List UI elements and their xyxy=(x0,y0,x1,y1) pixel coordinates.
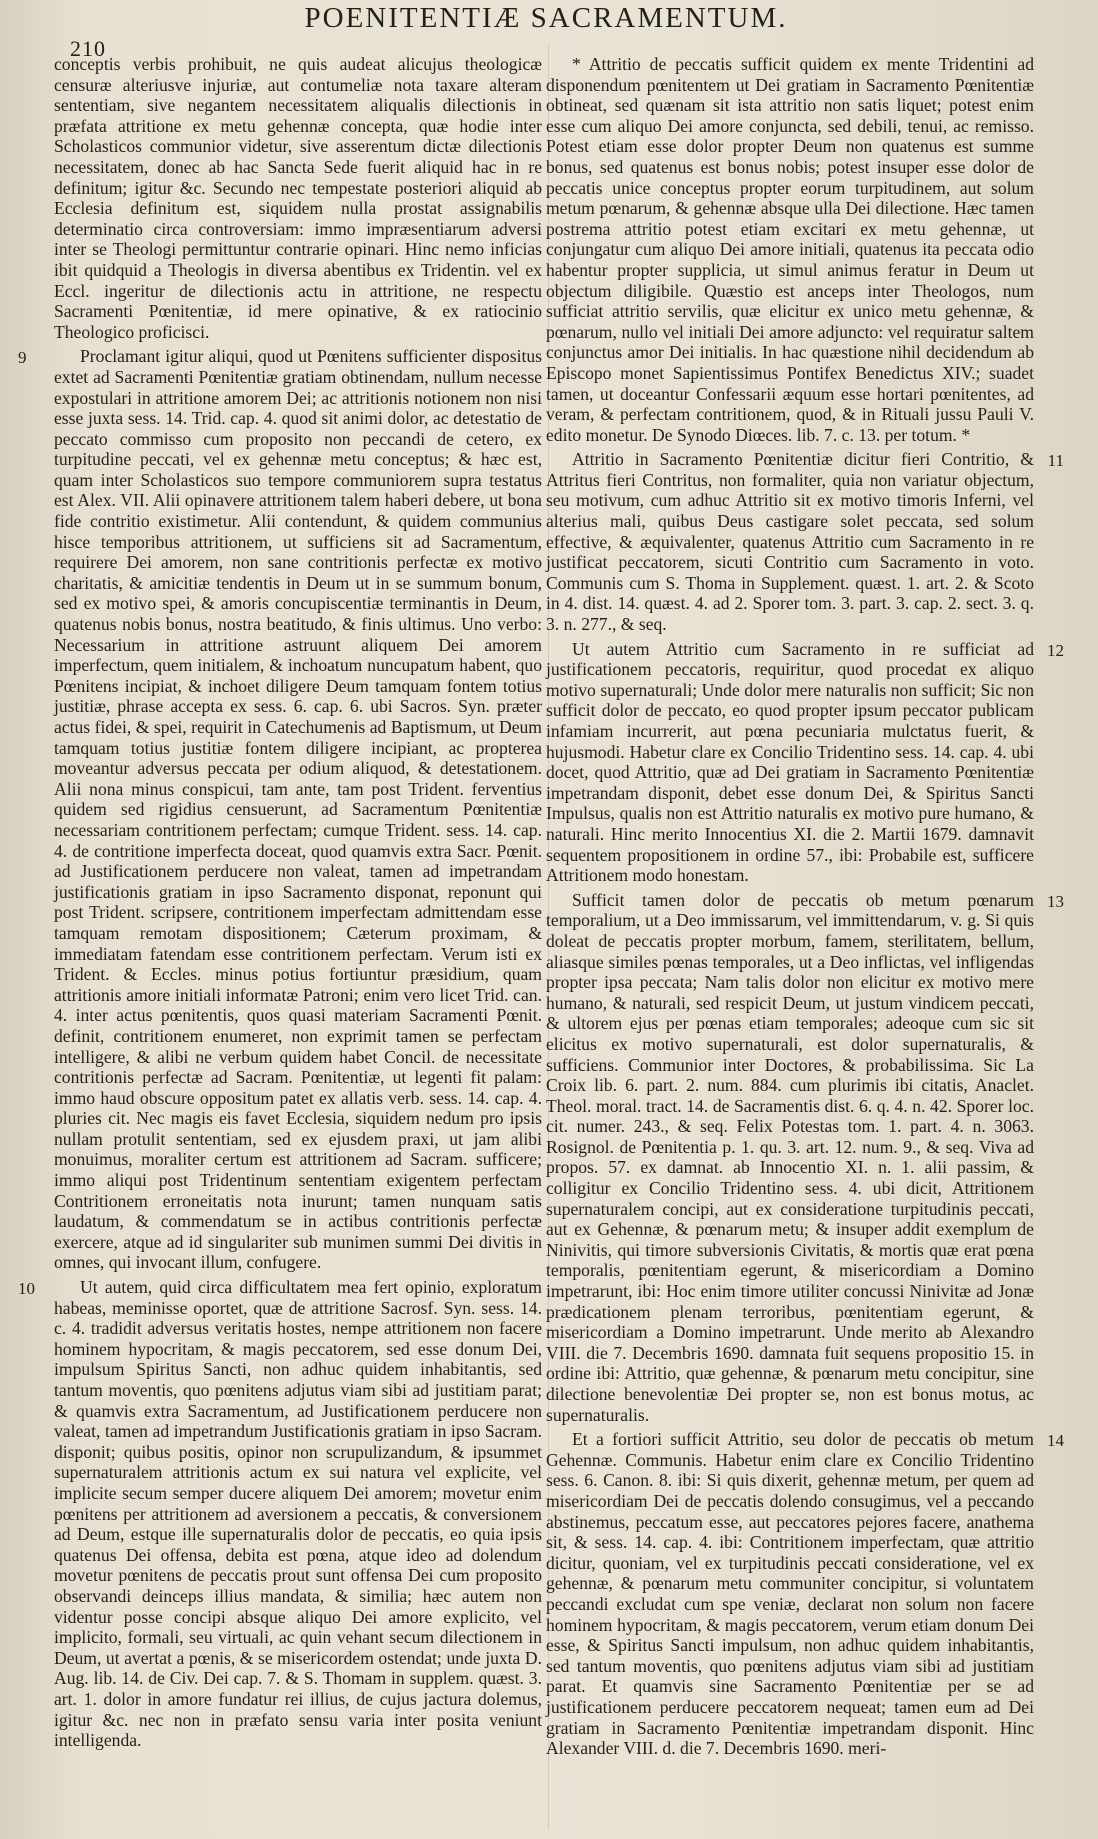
paragraph-block xyxy=(546,1429,1064,1759)
paragraph-block xyxy=(546,449,1064,635)
paragraph: Ut autem, quid circa difficultatem mea fert opinio, exploratum habeas, meminisse oportet, quæ de attritione Sacrosf. Syn. sess. 14. c. 4. tradidit adversus veritatis hostes, nempe attritionem non facere hominem hypocritam, & magis peccatorem, sed esse donum Dei, impulsum Spiritus Sancti, non adhuc quidem inhabitantis, sed tantum moventis, quo pœnitens adjutus viam sibi ad justitiam parat; & quamvis extra Sacramentum, ad Justificationem perducere non valeat, tamen ad impetrandum Justificationis gratiam in ipso Sacram. disponit; quibus positis, opinor non scrupulizandum, & ipsummet supernaturalem attritionis actum ex sui natura vel explicite, vel implicite secum semper ducere aliquem Dei amorem; movetur enim pœnitens per attritionem ad aversionem a peccatis, & conversionem ad Deum, estque ille supernaturalis dolor de peccatis, eo quia ipsis quatenus Dei offensa, debita est pœna, atque ideo ad dolendum movetur pœnitens de peccatis prout sunt offensa Dei cum proposito observandi deinceps illius mandata, & similia; hæc autem non videntur posse concipi absque aliquo Dei amore explicito, vel implicito, formali, seu virtuali, ac quin vehant secum dilectionem in Deum, ut avertat a pœnis, & se misericordem ostendat; unde juxta D. Aug. lib. 14. de Civ. Dei cap. 7. & S. Thomam in supplem. quæst. 3. art. 1. dolor in amore fundatur rei illius, de cujus jactura dolemus, igitur &c. nec non in præfato sensu varia inter posita veniunt intelligenda. xyxy=(54,1277,542,1751)
running-title: POENITENTIÆ SACRAMENTUM. xyxy=(304,2,788,34)
footnote-paragraph: * Attritio de peccatis sufficit quidem ex mente Tridentini ad disponendum pœnitentem ut Dei gratiam in Sacramento Pœnitentiæ obtineat, sed quænam sit ista attritio non satis liquet; potest enim esse cum aliquo Dei amore conjuncta, sed debili, tenui, ac remisso. Potest etiam esse dolor propter Deum non quatenus est summe bonus, sed quatenus est bonus nobis; potest insuper esse dolor de peccatis unice conceptus propter eorum turpitudinem, aut solum metum pœnarum, & gehennæ absque ulla Dei dilectione. Hæc tamen postrema attritio potest etiam excitari ex metu gehennæ, ut conjungatur cum aliquo Dei amore initiali, quatenus ita peccata odio habentur propter supplicia, ut simul animus feratur in Deum ut objectum diligibile. Quæstio est anceps inter Theologos, num sufficiat attritio servilis, quæ elicitur ex unico metu gehennæ, & pœnarum, nullo vel initiali Dei amore adjuncto: vel requiratur saltem conjunctus amor Dei initialis. In hac quæstione nihil decidendum ab Episcopo monet Sapientissimus Pontifex Benedictus XIV.; suadet tamen, ut doceantur Confessarii æquum esse hortari pœnitentes, ad veram, & perfectam contritionem, quod, & in Rituali jussu Pauli V. edito monetur. De Synodo Diœces. lib. 7. c. 13. per totum. * xyxy=(546,54,1034,445)
page-header xyxy=(30,2,1062,61)
page-number: 210 xyxy=(70,36,106,61)
footnote-block xyxy=(546,54,1034,445)
paragraph: Et a fortiori sufficit Attritio, seu dolor de peccatis ob metum Gehennæ. Communis. Habetur enim clare ex Concilio Tridentino sess. 6. Canon. 8. ibi: Si quis dixerit, gehennæ metum, per quem ad misericordiam Dei de peccatis dolendo consugimus, vel a peccando abstinemus, peccatum esse, aut peccatores pejores facere, anathema sit, & sess. 14. cap. 4. ibi: Contritionem imperfectam, quæ attritio dicitur, quoniam, vel ex turpitudinis peccati consideratione, vel ex gehennæ, & pœnarum metu communiter concipitur, si voluntatem peccandi excludat cum spe veniæ, declarat non solum non facere hominem hypocritam, & magis peccatorem, verum etiam donum Dei esse, & Spiritus Sancti impulsum, non adhuc quidem inhabitantis, sed tantum moventis, quo pœnitens adjutus viam sibi ad justitiam parat. Et quamvis sine Sacramento Pœnitentiæ per se ad justificationem perducere peccatorem nequeat; tamen eum ad Dei gratiam in Sacramento Pœnitentiæ impetrandam disponit. Hinc Alexander VIII. d. die 7. Decembris 1690. meri- xyxy=(546,1429,1034,1759)
paragraph-number: 12 xyxy=(1047,640,1064,660)
paragraph-block xyxy=(18,346,542,1273)
text-columns xyxy=(18,54,1064,1763)
right-column xyxy=(546,54,1064,1763)
paragraph-number: 14 xyxy=(1047,1431,1064,1451)
paragraph: Attritio in Sacramento Pœnitentiæ dicitur fieri Contritio, & Attritus fieri Contritus, non formaliter, quia non variatur objectum, seu motivum, cum adhuc Attritio sit ex motivo timoris Inferni, vel alterius mali, quibus Deus castigare solet peccata, sed solum effective, & æquivalenter, quatenus Attritio cum Sacramento in re justificat peccatorem, sicuti Contritio cum Sacramento in voto. Communis cum S. Thoma in Supplement. quæst. 1. art. 2. & Scoto in 4. dist. 14. quæst. 4. ad 2. Sporer tom. 3. part. 3. cap. 2. sect. 3. q. 3. n. 277., & seq. xyxy=(546,449,1034,635)
paragraph-block xyxy=(546,889,1064,1425)
paragraph-number: 9 xyxy=(18,348,27,368)
paragraph-block xyxy=(546,638,1064,886)
paragraph: Sufficit tamen dolor de peccatis ob metum pœnarum temporalium, ut a Deo immissarum, vel immittendarum, v. g. Si quis doleat de peccatis propter morbum, famem, sterilitatem, bellum, aliasque similes pœnas temporales, ut a Deo inflictas, vel infligendas propter ipsa peccata; Nam talis dolor non elicitur ex motivo mere humano, & naturali, sed respicit Deum, ut justum vindicem peccati, & ultorem ejus per pœnas etiam temporales; adeoque cum sic sit elicitus ex motivo supernaturali, est dolor supernaturalis, & sufficiens. Communior inter Doctores, & probabilissima. Sic La Croix lib. 6. part. 2. num. 884. cum plurimis ibi citatis, Anaclet. Theol. moral. tract. 14. de Sacramentis dist. 6. q. 4. n. 42. Sporer loc. cit. numer. 243., & seq. Felix Potestas tom. 1. part. 4. n. 3063. Rosignol. de Pœnitentia p. 1. qu. 3. art. 12. num. 9., & seq. Viva ad propos. 57. ex damnat. ab Innocentio XI. n. 1. alii passim, & colligitur ex Concilio Tridentino sess. 4. ubi dicit, Attritionem supernaturalem concipi, aut ex consideratione turpitudinis peccati, aut ex Gehennæ, & pœnarum metu; & insuper addit exemplum de Ninivitis, qui timore subversionis Civitatis, & mortis quæ erat pœna temporalis, pœnitentiam egerunt, & misericordiam a Domino impetrarunt, ibi: Hoc enim timore utiliter concussi Ninivitæ ad Jonæ prædicationem plenam terroribus, pœnitentiam egerunt, & misericordiam a Domino impetrarunt. Unde merito ab Alexandro VIII. die 7. Decembris 1690. damnata fuit sequens propositio 15. in ordine ibi: Attritio, quæ gehennæ, & pœnarum metu concipitur, sine dilectione benevolentiæ Dei propter se, non est bonus motus, ac supernaturalis. xyxy=(546,889,1034,1425)
paragraph: conceptis verbis prohibuit, ne quis audeat alicujus theologicæ censuræ alteriusve injuriæ, aut contumeliæ nota taxare alteram sententiam, sive negantem necessitatem aliqualis dilectionis in præfata attritione ex metu gehennæ concepta, quæ hodie inter Scholasticos communior videtur, sive asserentum dictæ dilectionis necessitatem, donec ab hac Sancta Sede fuerit aliquid hac in re definitum; igitur &c. Secundo nec tempestate posteriori aliquid ab Ecclesia definitum est, siquidem nulla prostat assignabilis determinatio circa controversiam: immo impræsentiarum adversi inter se Theologi permittuntur contrarie opinari. Hinc nemo inficias ibit quidquid a Theologis in diversa abentibus ex Tridentin. vel ex Eccl. ingeritur de dilectionis actu in attritione, ne respectu Sacramenti Pœnitentiæ, id mere opinative, & ex ratiocinio Theologico proficisci. xyxy=(54,54,542,342)
paragraph-block xyxy=(54,54,542,342)
paragraph-number: 10 xyxy=(18,1279,35,1299)
paragraph: Proclamant igitur aliqui, quod ut Pœnitens sufficienter dispositus extet ad Sacramenti Pœnitentiæ gratiam obtinendam, nullum necesse expostulari in attritione amorem Dei; ac attritionis notionem non nisi esse juxta sess. 14. Trid. cap. 4. quod sit animi dolor, ac detestatio de peccato commisso cum proposito non peccandi de cetero, ex turpitudine peccati, vel ex gehennæ metu conceptus; & hæc est, quam inter Scholasticos suo tempore communiorem supra testatus est Alex. VII. Alii opinavere attritionem talem haberi debere, ut bona fide contritio existimetur. Alii contendunt, & quidem communius hisce temporibus attritionem, ut sufficiens sit ad Sacramentum, requirere Dei amorem, non sane contritionis perfectæ ex motivo charitatis, & amicitiæ tendentis in Deum ut in se summum bonum, sed ex motivo spei, & amoris concupiscentiæ terminantis in Deum, quatenus nobis bonus, nostra beatitudo, & finis ultimus. Uno verbo: Necessarium in attritione astruunt aliquem Dei amorem imperfectum, quem initialem, & inchoatum nuncupatum habent, quo Pœnitens incipiat, & inchoet diligere Deum tamquam fontem totius justitiæ, phrase accepta ex sess. 6. cap. 6. ubi Sacros. Syn. præter actus fidei, & spei, requirit in Catechumenis ad Baptismum, ut Deum tamquam totius justitiæ fontem diligere incipiant, ac propterea moveantur adversus peccata per odium aliquod, & detestationem. Alii nona minus conspicui, tam ante, tam post Trident. ferventius quidem sed rigidius censuerunt, ad Sacramentum Pœnitentiæ necessariam contritionem perfectam; cumque Trident. sess. 14. cap. 4. de contritione imperfecta doceat, quod quamvis extra Sacr. Pœnit. ad Justificationem perducere non valeat, tamen ad impetrandam justificationis gratiam in ipso Sacramento disponat, reponunt qui post Trident. scripsere, contritionem imperfectam admittendam esse tamquam remotam dispositionem; Cæterum proximam, & immediatam fatendam esse contritionem perfectam. Verum isti ex Trident. & Eccles. minus potius fortiuntur præsidium, quam attritionis amore initiali informatæ Patroni; enim vero licet Trid. can. 4. inter actus pœnitentis, quos quasi materiam Sacramenti Pœnit. definit, contritionem enumeret, non exprimit tamen se perfectam intelligere, & alibi ne verbum quidem habet Concil. de necessitate contritionis perfectæ ad Sacram. Pœnitentiæ, ut legenti fit palam: immo haud obscure oppositum patet ex allatis verb. sess. 14. cap. 4. pluries cit. Nec magis eis favet Ecclesia, siquidem nedum pro ipsis nullam protulit sententiam, sed ex ejusdem praxi, ut jam alibi monuimus, moraliter certum est attritionem ad Sacram. sufficere; immo aliqui post Tridentinum sententiam exigentem perfectam Contritionem erroneitatis nota inurunt; tamen nunquam satis laudatum, & commendatum se in actibus contritionis perfectæ exercere, atque ad id singulariter sub munimen summi Dei divitis in omnes, qui invocant illum, confugere. xyxy=(54,346,542,1273)
paragraph-block xyxy=(18,1277,542,1751)
paragraph: Ut autem Attritio cum Sacramento in re sufficiat ad justificationem peccatoris, requiritur, quod procedat ex aliquo motivo supernaturali; Unde dolor mere naturalis non sufficit; Sic non sufficit dolor de peccato, eo quod propter ipsum peccator publicam infamiam incurrerit, aut pœna pecuniaria mulctatus fuerit, & hujusmodi. Habetur clare ex Concilio Tridentino sess. 14. cap. 4. ubi docet, quod Attritio, quæ ad Dei gratiam in Sacramento Pœnitentiæ impetrandam disponit, debet esse donum Dei, & Spiritus Sancti Impulsus, qualis non est Attritio naturalis ex motivo pure humano, & naturali. Hinc merito Innocentius XI. die 2. Martii 1679. damnavit sequentem propositionem in ordine 57., ibi: Probabile est, sufficere Attritionem modo honestam. xyxy=(546,638,1034,886)
paragraph-number: 13 xyxy=(1047,891,1064,911)
left-column xyxy=(18,54,542,1763)
paragraph-number: 11 xyxy=(1047,451,1064,471)
